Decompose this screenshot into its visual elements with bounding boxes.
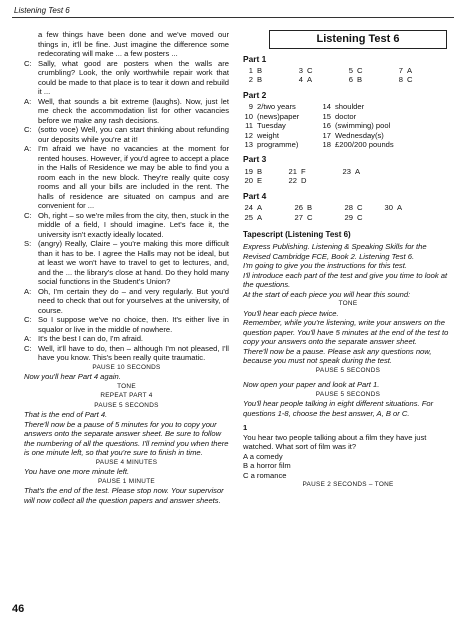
answer-value: F — [301, 166, 306, 176]
dialogue-line — [24, 30, 229, 59]
question-number: 13 — [244, 139, 253, 149]
answer-value: B — [257, 166, 263, 176]
speaker-label: C: — [24, 125, 32, 134]
speaker-label: C: — [24, 343, 32, 353]
dialogue-line — [24, 239, 229, 287]
question-number: 1 — [243, 423, 248, 433]
answer-key-title: Listening Test 6 — [269, 30, 447, 49]
dialogue-text: (angry) Really, Claire – you're making this more difficult than it has to be. I agree the Halls may not be ideal, but at least we won't have to travel to get to lectures, and, and the ... the library's close at hand. Do they hold many social functions in the Student's Union? — [38, 239, 229, 286]
instruction-text: There'll now be a pause. Please ask any questions now, because you must not speak during the test. — [243, 346, 432, 366]
answer-value: programme) — [257, 139, 299, 149]
instruction-text: You'll hear each piece twice. — [243, 308, 339, 318]
question-text: You hear two people talking about a film they have just watched. What sort of film was it? — [243, 432, 427, 452]
question-number: 7 — [398, 66, 403, 75]
dialogue-line — [24, 97, 229, 126]
part1-answers — [243, 66, 453, 85]
answer-value: B — [307, 203, 313, 213]
answer-value: A — [407, 66, 413, 75]
question-number: 1 — [248, 66, 253, 75]
part3-heading: Part 3 — [243, 154, 267, 165]
speaker-label: C: — [24, 210, 32, 220]
question-number: 8 — [398, 75, 403, 85]
answer-value: doctor — [335, 111, 357, 121]
question-number: 29 — [344, 212, 353, 222]
dialogue-text: (sotto voce) Well, you can start thinking about refunding our deposits while you're at it! — [38, 125, 229, 144]
dialogue-line — [24, 144, 229, 211]
dialogue-line — [24, 315, 229, 334]
stage-direction: PAUSE 10 SECONDS — [92, 363, 161, 371]
instruction-text: I'll introduce each part of the test and give you time to look at the questions. — [243, 270, 448, 290]
answer-value: C — [357, 203, 363, 213]
stage-direction: PAUSE 4 MINUTES — [95, 458, 158, 466]
question-number: 21 — [288, 166, 297, 176]
question-number: 3 — [298, 66, 303, 75]
answer-value: C — [357, 212, 363, 222]
answer-value: A — [397, 203, 403, 213]
tapescript-body — [243, 242, 453, 490]
instruction-text: That is the end of Part 4. — [24, 410, 108, 419]
question-number: 12 — [244, 130, 253, 140]
stage-direction: TONE — [117, 382, 136, 390]
answer-value: A — [355, 166, 361, 176]
dialogue-line — [24, 211, 229, 240]
answer-value: (news)paper — [257, 111, 300, 121]
speaker-label: A: — [24, 96, 32, 106]
instruction-text: Express Publishing. Listening & Speaking Skills for the Revised Cambridge FCE, Book 2. Listening Test 6. — [243, 242, 427, 261]
question-number: 28 — [344, 203, 353, 213]
stage-direction: PAUSE 2 SECONDS – TONE — [302, 481, 394, 489]
dialogue-text: Well, that sounds a bit extreme (laughs). Now, just let me check the accommodation list for other vacancies before we make any rash decisions. — [38, 96, 229, 125]
speaker-label: C: — [24, 58, 32, 68]
question-number: 5 — [348, 66, 353, 75]
dialogue-text: Sally, what good are posters when the walls are crumbling? Look, the only worthwhile repair work that could be made to that place is to tear it down and rebuild it ... — [38, 58, 229, 96]
instruction-text: There'll now be a pause of 5 minutes for you to copy your answers onto the separate answer sheet. Be sure to follow the numbering of all the questions. I'll remind you when there is one minute left, so that you're sure to finish in time. — [24, 419, 229, 457]
speaker-label — [24, 30, 38, 59]
part2-answers — [243, 102, 453, 149]
part4-answers — [243, 203, 453, 222]
answer-value: A — [307, 75, 313, 85]
answer-value: Wednesday(s) — [335, 130, 384, 140]
speaker-label: S: — [24, 239, 32, 248]
stage-direction: PAUSE 1 MINUTE — [98, 477, 155, 485]
answer-value: weight — [257, 130, 279, 140]
answer-value: B — [357, 75, 363, 85]
question-number: 6 — [348, 75, 353, 85]
dialogue-text: Well, it'll have to do, then – although I'm not pleased, I'll have you know. This's been really quite traumatic. — [38, 343, 229, 362]
question-number: 27 — [294, 212, 303, 222]
stage-direction: PAUSE 5 SECONDS — [315, 366, 381, 374]
question-number: 16 — [322, 121, 331, 131]
question-number: 10 — [244, 111, 253, 121]
instruction-text: Remember, while you're listening, write your answers on the question paper. You'll have 5 minutes at the end of the test to copy your answers onto the separate answer sheet. — [243, 318, 449, 347]
answer-value: A — [257, 203, 263, 213]
question-number: 22 — [288, 176, 297, 186]
question-number — [341, 176, 355, 185]
dialogue-text: Oh, right – so we're miles from the city, then, stuck in the middle of a field, I should imagine. Let's face it, the university isn't exactly ideally located. — [38, 210, 229, 239]
answer-value — [355, 176, 385, 185]
answer-value: C — [407, 75, 413, 85]
question-number: 14 — [322, 102, 331, 112]
question-number: 11 — [245, 121, 253, 131]
dialogue-text: So I suppose we've no choice, then. It's either live in squalor or live in the middle of nowhere. — [38, 315, 229, 334]
question-text: A a comedy — [243, 451, 283, 461]
instruction-text: At the start of each piece you will hear this sound: — [243, 289, 411, 299]
question-number: 15 — [322, 111, 331, 121]
question-number: 26 — [294, 203, 303, 213]
dialogue-text: I'm afraid we have no vacancies at the moment for rented houses. However, if you'd agree to accept a place in the Halls of Residence we may be able to find you a room each in the new block. They're really quite cosy rooms and all your bills are included in the rent. The halls of residence are situated on campus and are convenient for ... — [38, 144, 229, 210]
answer-value — [397, 213, 417, 222]
question-number: 9 — [248, 102, 253, 112]
dialogue-line — [24, 59, 229, 97]
question-number: 30 — [384, 203, 393, 213]
dialogue-line — [24, 344, 229, 363]
right-column — [243, 30, 453, 490]
speaker-label: A: — [24, 286, 32, 296]
instruction-text: You have one more minute left. — [24, 467, 130, 476]
page-number: 46 — [12, 603, 25, 615]
answer-value: B — [257, 75, 263, 85]
question-number: 19 — [244, 166, 253, 176]
part2-heading: Part 2 — [243, 89, 267, 100]
question-number: 4 — [298, 75, 303, 85]
question-number: 17 — [322, 130, 331, 140]
question-number: 24 — [244, 203, 253, 213]
part3-answers — [243, 167, 453, 186]
instruction-text: Now you'll hear Part 4 again. — [24, 372, 121, 381]
part4-heading: Part 4 — [243, 190, 267, 201]
running-header: Listening Test 6 — [14, 6, 70, 15]
answer-value: E — [257, 176, 263, 186]
question-number: 18 — [322, 139, 331, 149]
answer-value: Tuesday — [257, 121, 286, 131]
answer-value: C — [307, 66, 313, 75]
dialogue-line — [24, 334, 229, 344]
question-text: C a romance — [243, 470, 287, 480]
tapescript-heading: Tapescript (Listening Test 6) — [243, 229, 351, 239]
speaker-label: A: — [24, 334, 32, 343]
dialogue-text: Oh, I'm certain they do – and very regularly. But you'd need to check that out for yourselves at the university, of course. — [38, 286, 229, 315]
answer-value: 2/two years — [257, 102, 296, 112]
dialogue-line — [24, 287, 229, 316]
stage-direction: REPEAT PART 4 — [100, 392, 153, 399]
answer-value: D — [301, 176, 307, 186]
answer-value: shoulder — [335, 102, 365, 112]
instruction-text: That's the end of the test. Please stop now. Your supervisor will now collect all the question papers and answer sheets. — [24, 486, 224, 505]
instruction-text: I'm going to give you the instructions for this test. — [243, 261, 407, 271]
answer-value: £200/200 pounds — [335, 139, 394, 149]
question-number: 20 — [244, 176, 253, 186]
speaker-label: A: — [24, 144, 32, 153]
part1-heading: Part 1 — [243, 53, 267, 64]
question-number: 2 — [248, 75, 253, 85]
instruction-text: Now open your paper and look at Part 1. — [243, 380, 380, 390]
instruction-text: You'll hear people talking in eight different situations. For questions 1-8, choose the best answer, A, B or C. — [243, 399, 434, 418]
question-number: 23 — [342, 166, 351, 176]
header-rule — [12, 17, 454, 18]
question-text: B a horror film — [243, 461, 291, 471]
answer-value: B — [257, 66, 263, 75]
answer-value: C — [357, 66, 363, 75]
stage-direction: PAUSE 5 SECONDS — [315, 390, 381, 398]
question-number — [383, 213, 397, 222]
dialogue-text: a few things have been done and we've moved our things in, it'll be fine. Just imagine the difference some redecorating will make ... a few posters ... — [38, 30, 229, 58]
answer-value: A — [257, 212, 263, 222]
stage-direction: TONE — [338, 300, 358, 308]
dialogue-text: It's the best I can do, I'm afraid. — [38, 334, 144, 343]
speaker-label: C: — [24, 315, 32, 324]
left-column-transcript — [24, 30, 229, 505]
answer-value: (swimming) pool — [335, 121, 391, 131]
question-number: 25 — [244, 212, 253, 222]
dialogue-line — [24, 125, 229, 144]
stage-direction: PAUSE 5 SECONDS — [94, 401, 159, 409]
answer-value: C — [307, 212, 313, 222]
